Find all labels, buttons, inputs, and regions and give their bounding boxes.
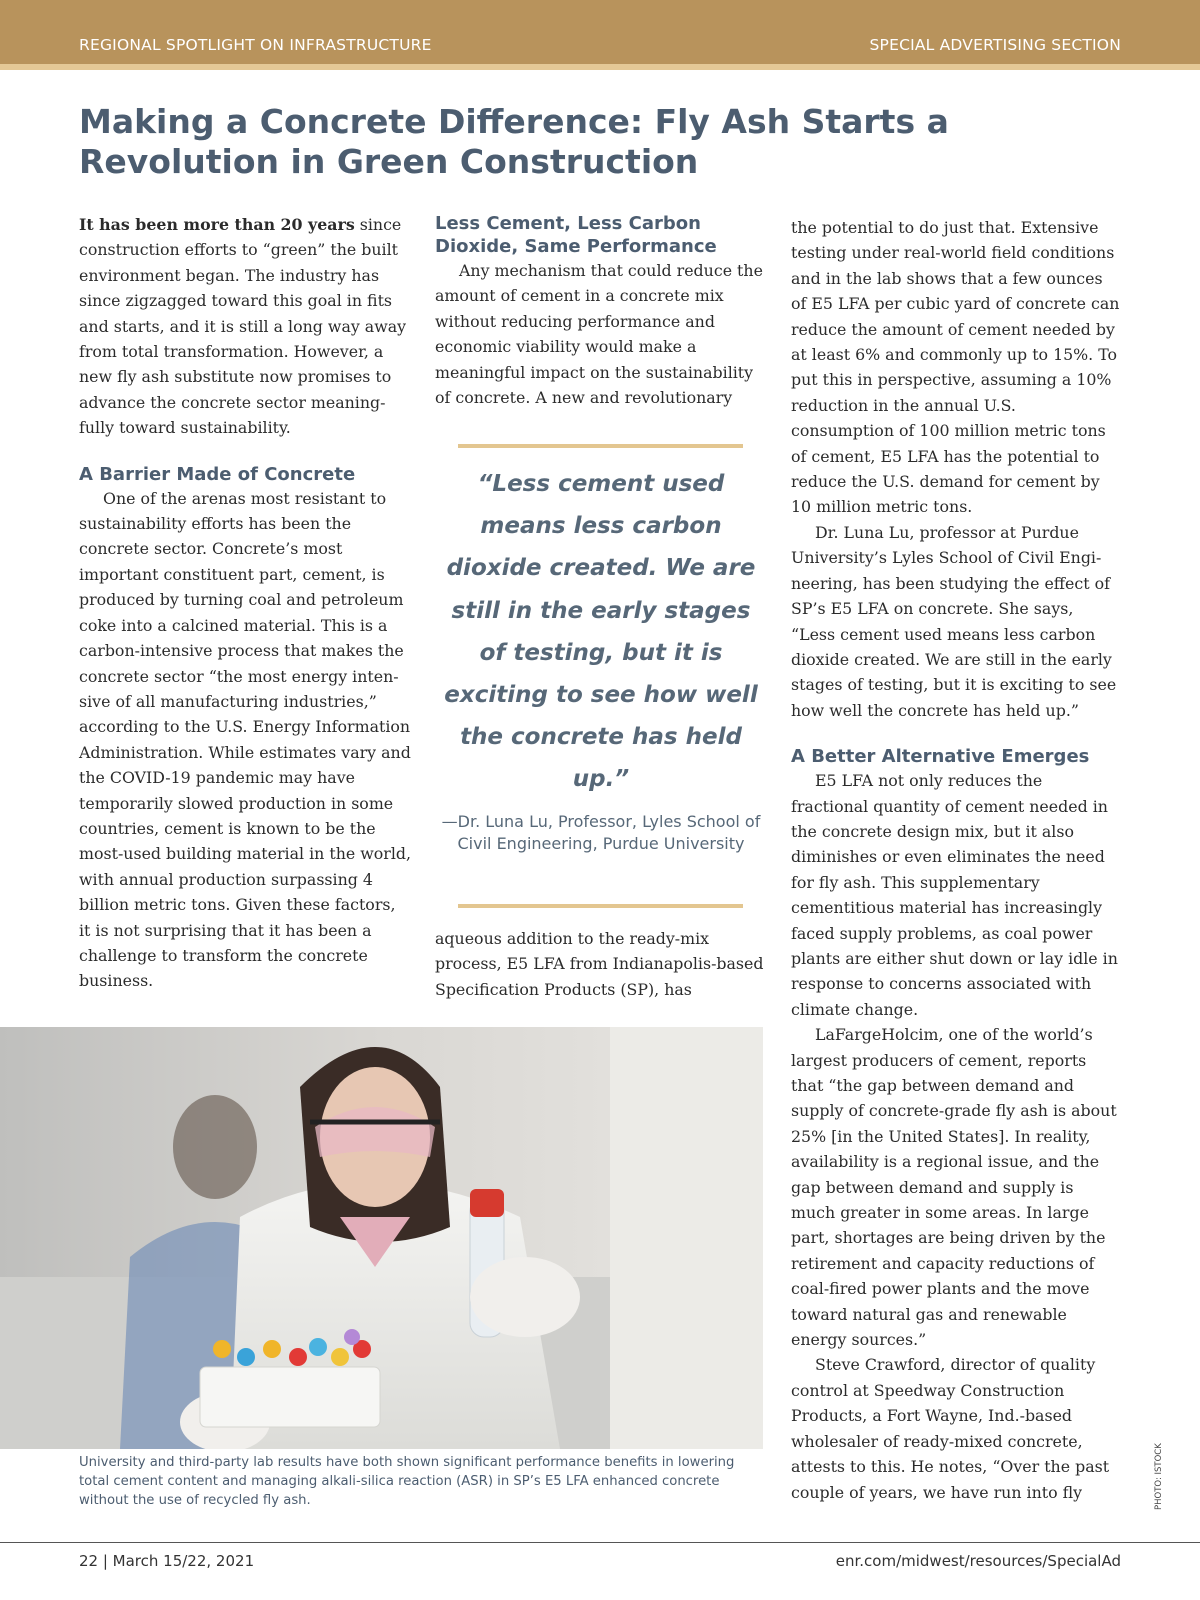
pullquote-attribution: —Dr. Luna Lu, Professor, Lyles School of Civil Engineering, Purdue University [441, 811, 761, 853]
paragraph: Dr. Luna Lu, professor at Purdue University’s Lyles School of Civil Engineering, has been studying the effect of SP’s E5 LFA on concrete. She says, “Less cement used means less carbon dioxide created. We are still in the early stages of testing, but it is exciting to see how well the concrete has held up.” [791, 522, 1117, 720]
section-header-bar [0, 0, 1200, 64]
paragraph: Steve Crawford, director of quality control at Speedway Construction Products, a Fort Wayne, Ind.-based wholesaler of ready-mixed concrete, attests to this. He notes, “Over the past couple of years, we have run into fly [791, 1355, 1110, 1502]
paragraph: E5 LFA not only reduces the fractional quantity of cement needed in the concrete design mix, but it also diminishes or even eliminates the need for fly ash. This supplementary cementitious material has increasingly faced supply problems, as coal power plants are either shut down or lay idle in response to concerns associated with climate change. [791, 771, 1118, 1019]
subheading-less-cement: Less Cement, Less Carbon Dioxide, Same Performance [435, 213, 717, 257]
lead-rest: since construction efforts to “green” the built environment began. The industry has since zigzagged toward this goal in fits and starts, and it is still a long way away from total transformation. However, a new fly ash substitute now promises to advance the concrete sector meaningfully toward sustainability. [79, 215, 407, 438]
column-1 [79, 212, 411, 994]
pullquote-rule-bottom [458, 904, 743, 908]
lab-scientist-illustration [0, 1027, 763, 1449]
lab-photo [0, 1027, 763, 1449]
footer-rule [0, 1542, 1200, 1543]
pullquote [440, 463, 762, 855]
paragraph: aqueous addition to the ready-mix process, E5 LFA from Indianapolis-based Specification Products (SP), has [435, 929, 764, 999]
column-2-bottom [435, 926, 768, 1002]
article-title: Making a Concrete Difference: Fly Ash Starts a Revolution in Green Construction [79, 102, 949, 181]
paragraph: the potential to do just that. Extensive testing under real-world field conditions and in the lab shows that a few ounces of E5 LFA per cubic yard of concrete can reduce the amount of cement needed by at least 6% and commonly up to 15%. To put this in perspective, assuming a 10% reduction in the annual U.S. consumption of 100 million metric tons of cement, E5 LFA has the potential to reduce the U.S. demand for cement by 10 million metric tons. [791, 218, 1120, 517]
column-2-top [435, 212, 768, 410]
paragraph: One of the arenas most resistant to sustainability efforts has been the concrete sector. Concrete’s most important constituent part, cement, is produced by turning coal and petroleum coke into a calcined material. This is a carbon-intensive process that makes the concrete sector “the most energy intensive of all manufacturing industries,” according to the U.S. Energy Information Administration. While estimates vary and the COVID-19 pandemic may have temporarily slowed production in some countries, cement is known to be the most-used building material in the world, with annual production surpassing 4 billion metric tons. Given these factors, it is not surprising that it has been a challenge to transform the concrete business. [79, 488, 412, 991]
footer-page-info: 22 | March 15/22, 2021 [79, 1552, 255, 1570]
pullquote-rule-top [458, 444, 743, 448]
paragraph: Any mechanism that could reduce the amount of cement in a concrete mix without reducing performance and economic viability would make a meaningful impact on the sustainability of concrete. A new and revolutionary [435, 261, 763, 408]
header-left-label: REGIONAL SPOTLIGHT ON INFRASTRUCTURE [79, 36, 432, 54]
paragraph: LaFargeHolcim, one of the world’s largest producers of cement, reports that “the gap between demand and supply of concrete-grade fly ash is about 25% [in the United States]. In reality, availability is a regional issue, and the gap between demand and supply is much greater in some areas. In large part, shortages are being driven by the retirement and capacity reductions of coal-fired power plants and the move toward natural gas and renewable energy sources.” [791, 1025, 1117, 1350]
photo-credit: PHOTO: ISTOCK [1154, 1443, 1164, 1510]
footer-url: enr.com/midwest/resources/SpecialAd [835, 1552, 1121, 1570]
photo-caption: University and third-party lab results have both shown significant performance benefits in lowering total cement content and managing alkali-silica reaction (ASR) in SP’s E5 LFA enhanced concrete without the use of recycled fly ash. [79, 1455, 735, 1508]
subheading-barrier: A Barrier Made of Concrete [79, 463, 356, 485]
column-3 [791, 215, 1121, 1505]
header-accent-line [0, 64, 1200, 70]
lead-paragraph [79, 212, 411, 441]
pullquote-text: “Less cement used means less carbon dioxide created. We are still in the early stages of testing, but it is exciting to see how well the concrete has held up.” [444, 471, 758, 793]
lead-bold: It has been more than 20 years [79, 215, 355, 234]
subheading-better-alternative: A Better Alternative Emerges [791, 746, 1090, 768]
header-right-label: SPECIAL ADVERTISING SECTION [869, 36, 1121, 54]
